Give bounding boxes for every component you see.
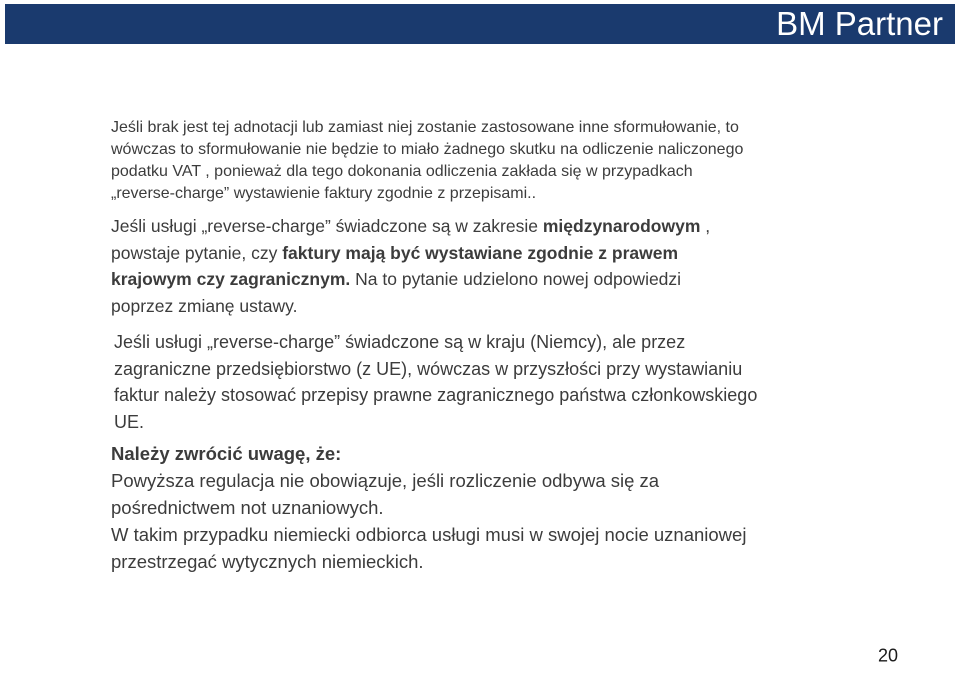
- text-line: [111, 213, 710, 240]
- paragraph-annotation: [111, 117, 743, 205]
- text-run: ,: [700, 216, 711, 236]
- paragraph-note: [111, 440, 746, 575]
- text-line: pośrednictwem not uznaniowych.: [111, 497, 384, 518]
- text-line: W takim przypadku niemiecki odbiorca usługi musi w swojej nocie uznaniowej: [111, 524, 747, 545]
- bold-text: krajowym czy zagranicznym.: [111, 269, 351, 289]
- text-line: Jeśli brak jest tej adnotacji lub zamiast niej zostanie zastosowane inne sformułowanie, to: [111, 119, 739, 136]
- bold-text: międzynarodowym: [542, 216, 701, 236]
- text-run: Na to pytanie udzielono nowej odpowiedzi: [350, 269, 682, 289]
- bold-text: faktury mają być wystawiane zgodnie z prawem: [282, 242, 679, 263]
- text-line: poprzez zmianę ustawy.: [111, 295, 298, 316]
- text-line: przestrzegać wytycznych niemieckich.: [111, 551, 424, 572]
- text-line: UE.: [114, 411, 145, 432]
- text-line: zagraniczne przedsiębiorstwo (z UE), wówczas w przyszłości przy wystawianiu: [114, 358, 743, 379]
- text-line: „reverse-charge” wystawienie faktury zgodnie z przepisami..: [111, 185, 537, 202]
- note-heading: Należy zwrócić uwagę, że:: [111, 443, 342, 464]
- paragraph-domestic: [114, 329, 757, 435]
- page-number: 20: [877, 645, 898, 666]
- text-line: Powyższa regulacja nie obowiązuje, jeśli rozliczenie odbywa się za: [111, 470, 660, 491]
- text-line: [111, 266, 710, 293]
- text-line: wówczas to sformułowanie nie będzie to miało żadnego skutku na odliczenie naliczonego: [111, 141, 744, 158]
- paragraph-international: [111, 213, 710, 319]
- header-bar: [5, 4, 955, 44]
- text-line: [111, 240, 710, 267]
- text-run: Jeśli usługi „reverse-charge” świadczone są w zakresie: [111, 216, 543, 236]
- text-line: podatku VAT , ponieważ dla tego dokonania odliczenia zakłada się w przypadkach: [111, 163, 693, 180]
- text-line: Jeśli usługi „reverse-charge” świadczone są w kraju (Niemcy), ale przez: [114, 332, 686, 352]
- text-run: powstaje pytanie, czy: [111, 242, 283, 263]
- brand-title: BM Partner: [776, 5, 943, 42]
- text-line: faktur należy stosować przepisy prawne zagranicznego państwa członkowskiego: [114, 385, 758, 405]
